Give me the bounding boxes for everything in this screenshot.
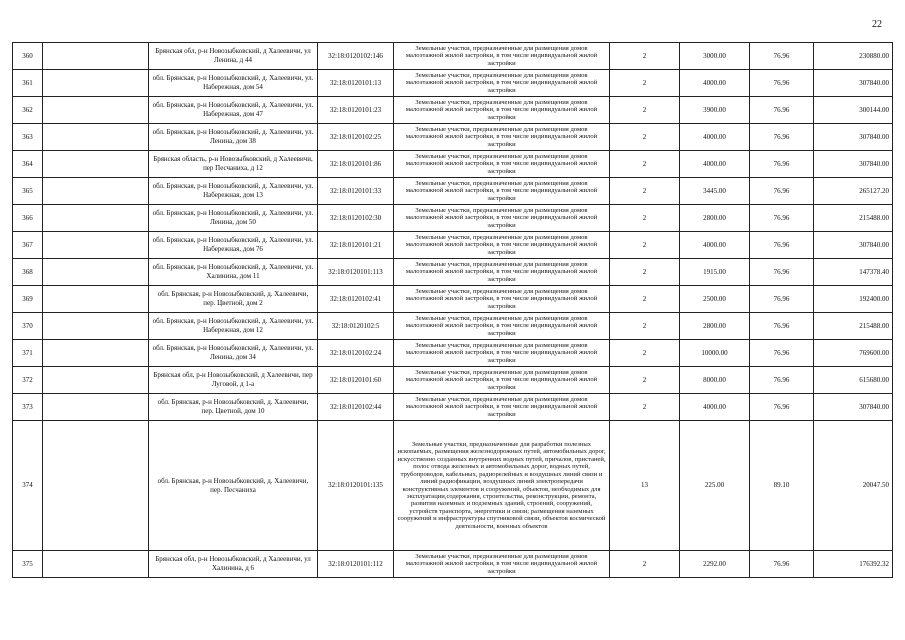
specific-value-cell: 76.96 bbox=[750, 367, 814, 394]
cadastral-value-cell: 769600.00 bbox=[814, 340, 893, 367]
area-cell: 4000.00 bbox=[680, 232, 750, 259]
land-use-cell: Земельные участки, предназначенные для размещения домов малоэтажной жилой застройки, в том числе индивидуальной жилой застройки bbox=[394, 259, 610, 286]
blank-cell bbox=[43, 286, 149, 313]
row-number-cell: 368 bbox=[13, 259, 43, 286]
land-use-cell: Земельные участки, предназначенные для разработки полезных ископаемых, размещения железнодорожных путей, автомобильных дорог, искусственно созданных внутренних водных путей, причалов, пристаней, полос отвода железных и автомобильных дорог, водных путей, трубопроводов, кабельных, радиорелейных и воздушных линий связи и линий радиофикации, воздушных линий электропередачи конструктивных элементов и сооружений, объектов, необходимых для эксплуатации,содержания, строительства, реконструкции, ремонта, развития наземных и подземных зданий, строений, сооружений, устройств транспорта, энергетики и связи; размещения наземных сооружений и инфраструктуры спутниковой связи, объектов космической деятельности, военных объектов bbox=[394, 421, 610, 551]
blank-cell bbox=[43, 43, 149, 70]
cadastral-number-cell: 32:18:0120102:5 bbox=[318, 313, 394, 340]
row-number-cell: 364 bbox=[13, 151, 43, 178]
table-body bbox=[13, 43, 893, 578]
address-cell: Брянская обл, р-н Новозыбковский, д Халеевичи, ул Халинина, д 6 bbox=[149, 551, 318, 578]
cadastral-value-cell: 307840.00 bbox=[814, 124, 893, 151]
cadastral-number-cell: 32:18:0120101:23 bbox=[318, 97, 394, 124]
blank-cell bbox=[43, 205, 149, 232]
table-row bbox=[13, 340, 893, 367]
blank-cell bbox=[43, 259, 149, 286]
category-code-cell: 2 bbox=[610, 394, 680, 421]
category-code-cell: 2 bbox=[610, 43, 680, 70]
land-use-cell: Земельные участки, предназначенные для размещения домов малоэтажной жилой застройки, в том числе индивидуальной жилой застройки bbox=[394, 367, 610, 394]
row-number-cell: 372 bbox=[13, 367, 43, 394]
specific-value-cell: 76.96 bbox=[750, 70, 814, 97]
blank-cell bbox=[43, 394, 149, 421]
category-code-cell: 2 bbox=[610, 97, 680, 124]
cadastral-value-table bbox=[12, 42, 893, 578]
specific-value-cell: 76.96 bbox=[750, 259, 814, 286]
cadastral-value-cell: 307840.00 bbox=[814, 70, 893, 97]
row-number-cell: 370 bbox=[13, 313, 43, 340]
table-row bbox=[13, 232, 893, 259]
specific-value-cell: 76.96 bbox=[750, 551, 814, 578]
specific-value-cell: 76.96 bbox=[750, 97, 814, 124]
land-use-cell: Земельные участки, предназначенные для размещения домов малоэтажной жилой застройки, в том числе индивидуальной жилой застройки bbox=[394, 232, 610, 259]
row-number-cell: 365 bbox=[13, 178, 43, 205]
specific-value-cell: 76.96 bbox=[750, 124, 814, 151]
cadastral-number-cell: 32:18:0120101:21 bbox=[318, 232, 394, 259]
row-number-cell: 363 bbox=[13, 124, 43, 151]
address-cell: обл. Брянская, р-н Новозыбковский, д. Халеевичи, пер. Цветной, дом 10 bbox=[149, 394, 318, 421]
blank-cell bbox=[43, 367, 149, 394]
row-number-cell: 362 bbox=[13, 97, 43, 124]
area-cell: 2800.00 bbox=[680, 313, 750, 340]
table-row bbox=[13, 70, 893, 97]
cadastral-number-cell: 32:18:0120102:146 bbox=[318, 43, 394, 70]
area-cell: 8000.00 bbox=[680, 367, 750, 394]
area-cell: 2800.00 bbox=[680, 205, 750, 232]
cadastral-number-cell: 32:18:0120101:113 bbox=[318, 259, 394, 286]
area-cell: 2292.00 bbox=[680, 551, 750, 578]
category-code-cell: 2 bbox=[610, 70, 680, 97]
address-cell: обл. Брянская, р-н Новозыбковский, д. Халеевичи, ул. Набережная, дом 12 bbox=[149, 313, 318, 340]
blank-cell bbox=[43, 421, 149, 551]
category-code-cell: 2 bbox=[610, 178, 680, 205]
category-code-cell: 2 bbox=[610, 340, 680, 367]
row-number-cell: 366 bbox=[13, 205, 43, 232]
land-use-cell: Земельные участки, предназначенные для размещения домов малоэтажной жилой застройки, в том числе индивидуальной жилой застройки bbox=[394, 178, 610, 205]
address-cell: обл. Брянская, р-н Новозыбковский, д. Халеевичи, пер. Цветной, дом 2 bbox=[149, 286, 318, 313]
area-cell: 4000.00 bbox=[680, 151, 750, 178]
cadastral-value-cell: 147378.40 bbox=[814, 259, 893, 286]
land-use-cell: Земельные участки, предназначенные для размещения домов малоэтажной жилой застройки, в том числе индивидуальной жилой застройки bbox=[394, 551, 610, 578]
table-row bbox=[13, 394, 893, 421]
area-cell: 10000.00 bbox=[680, 340, 750, 367]
address-cell: обл. Брянская, р-н Новозыбковский, д. Халеевичи, пер. Песчаниха bbox=[149, 421, 318, 551]
cadastral-value-cell: 192400.00 bbox=[814, 286, 893, 313]
address-cell: Брянская обл, р-н Новозыбковский, д Халеевичи, ул Ленина, д 44 bbox=[149, 43, 318, 70]
row-number-cell: 361 bbox=[13, 70, 43, 97]
land-use-cell: Земельные участки, предназначенные для размещения домов малоэтажной жилой застройки, в том числе индивидуальной жилой застройки bbox=[394, 394, 610, 421]
cadastral-number-cell: 32:18:0120102:41 bbox=[318, 286, 394, 313]
table-row bbox=[13, 97, 893, 124]
specific-value-cell: 76.96 bbox=[750, 43, 814, 70]
row-number-cell: 369 bbox=[13, 286, 43, 313]
table-row bbox=[13, 124, 893, 151]
row-number-cell: 360 bbox=[13, 43, 43, 70]
address-cell: обл. Брянская, р-н Новозыбковский, д. Халеевичи, ул. Набережная, дом 47 bbox=[149, 97, 318, 124]
row-number-cell: 373 bbox=[13, 394, 43, 421]
land-use-cell: Земельные участки, предназначенные для размещения домов малоэтажной жилой застройки, в том числе индивидуальной жилой застройки bbox=[394, 205, 610, 232]
address-cell: обл. Брянская, р-н Новозыбковский, д. Халеевичи, ул. Ленина, дом 34 bbox=[149, 340, 318, 367]
cadastral-number-cell: 32:18:0120101:112 bbox=[318, 551, 394, 578]
cadastral-value-cell: 230880.00 bbox=[814, 43, 893, 70]
cadastral-value-cell: 307840.00 bbox=[814, 151, 893, 178]
cadastral-value-cell: 265127.20 bbox=[814, 178, 893, 205]
table-row bbox=[13, 151, 893, 178]
category-code-cell: 2 bbox=[610, 367, 680, 394]
address-cell: обл. Брянская, р-н Новозыбковский, д. Халеевичи, ул. Набережная, дом 76 bbox=[149, 232, 318, 259]
cadastral-value-cell: 300144.00 bbox=[814, 97, 893, 124]
area-cell: 4000.00 bbox=[680, 70, 750, 97]
address-cell: обл. Брянская, р-н Новозыбковский, д. Халеевичи, ул. Ленина, дом 38 bbox=[149, 124, 318, 151]
address-cell: обл. Брянская, р-н Новозыбковский, д. Халеевичи, ул. Ленина, дом 50 bbox=[149, 205, 318, 232]
specific-value-cell: 76.96 bbox=[750, 340, 814, 367]
table-row bbox=[13, 259, 893, 286]
cadastral-number-cell: 32:18:0120101:33 bbox=[318, 178, 394, 205]
specific-value-cell: 76.96 bbox=[750, 313, 814, 340]
cadastral-number-cell: 32:18:0120102:25 bbox=[318, 124, 394, 151]
land-use-cell: Земельные участки, предназначенные для размещения домов малоэтажной жилой застройки, в том числе индивидуальной жилой застройки bbox=[394, 70, 610, 97]
cadastral-number-cell: 32:18:0120101:13 bbox=[318, 70, 394, 97]
address-cell: Брянская область, р-н Новозыбковский, д Халеевичи, пер Песчаниха, д 12 bbox=[149, 151, 318, 178]
blank-cell bbox=[43, 551, 149, 578]
specific-value-cell: 76.96 bbox=[750, 205, 814, 232]
cadastral-number-cell: 32:18:0120102:30 bbox=[318, 205, 394, 232]
cadastral-number-cell: 32:18:0120102:44 bbox=[318, 394, 394, 421]
category-code-cell: 13 bbox=[610, 421, 680, 551]
cadastral-value-cell: 215488.00 bbox=[814, 313, 893, 340]
address-cell: обл. Брянская, р-н Новозыбковский, д. Халеевичи, ул. Набережная, дом 13 bbox=[149, 178, 318, 205]
address-cell: обл. Брянская, р-н Новозыбковский, д. Халеевичи, ул. Халинина, дом 11 bbox=[149, 259, 318, 286]
table-row bbox=[13, 43, 893, 70]
category-code-cell: 2 bbox=[610, 232, 680, 259]
blank-cell bbox=[43, 151, 149, 178]
table-row bbox=[13, 286, 893, 313]
cadastral-number-cell: 32:18:0120101:60 bbox=[318, 367, 394, 394]
land-use-cell: Земельные участки, предназначенные для размещения домов малоэтажной жилой застройки, в том числе индивидуальной жилой застройки bbox=[394, 124, 610, 151]
specific-value-cell: 76.96 bbox=[750, 232, 814, 259]
table-row bbox=[13, 313, 893, 340]
land-use-cell: Земельные участки, предназначенные для размещения домов малоэтажной жилой застройки, в том числе индивидуальной жилой застройки bbox=[394, 313, 610, 340]
page-number: 22 bbox=[872, 19, 882, 30]
blank-cell bbox=[43, 97, 149, 124]
area-cell: 1915.00 bbox=[680, 259, 750, 286]
cadastral-value-cell: 615680.00 bbox=[814, 367, 893, 394]
area-cell: 2500.00 bbox=[680, 286, 750, 313]
table-row bbox=[13, 551, 893, 578]
row-number-cell: 374 bbox=[13, 421, 43, 551]
specific-value-cell: 89.10 bbox=[750, 421, 814, 551]
blank-cell bbox=[43, 178, 149, 205]
area-cell: 3445.00 bbox=[680, 178, 750, 205]
cadastral-value-cell: 307840.00 bbox=[814, 394, 893, 421]
cadastral-number-cell: 32:18:0120101:135 bbox=[318, 421, 394, 551]
table-row bbox=[13, 367, 893, 394]
land-use-cell: Земельные участки, предназначенные для размещения домов малоэтажной жилой застройки, в том числе индивидуальной жилой застройки bbox=[394, 43, 610, 70]
row-number-cell: 371 bbox=[13, 340, 43, 367]
table-row bbox=[13, 178, 893, 205]
area-cell: 4000.00 bbox=[680, 394, 750, 421]
blank-cell bbox=[43, 232, 149, 259]
cadastral-value-cell: 215488.00 bbox=[814, 205, 893, 232]
land-use-cell: Земельные участки, предназначенные для размещения домов малоэтажной жилой застройки, в том числе индивидуальной жилой застройки bbox=[394, 97, 610, 124]
category-code-cell: 2 bbox=[610, 124, 680, 151]
cadastral-number-cell: 32:18:0120102:24 bbox=[318, 340, 394, 367]
cadastral-number-cell: 32:18:0120101:86 bbox=[318, 151, 394, 178]
category-code-cell: 2 bbox=[610, 205, 680, 232]
category-code-cell: 2 bbox=[610, 313, 680, 340]
table-row bbox=[13, 421, 893, 551]
specific-value-cell: 76.96 bbox=[750, 286, 814, 313]
area-cell: 225.00 bbox=[680, 421, 750, 551]
row-number-cell: 367 bbox=[13, 232, 43, 259]
address-cell: Брянская обл, р-н Новозыбковский, д Халеевичи, пер Луговой, д 1-а bbox=[149, 367, 318, 394]
category-code-cell: 2 bbox=[610, 286, 680, 313]
blank-cell bbox=[43, 124, 149, 151]
category-code-cell: 2 bbox=[610, 259, 680, 286]
land-use-cell: Земельные участки, предназначенные для размещения домов малоэтажной жилой застройки, в том числе индивидуальной жилой застройки bbox=[394, 286, 610, 313]
category-code-cell: 2 bbox=[610, 551, 680, 578]
area-cell: 3900.00 bbox=[680, 97, 750, 124]
cadastral-value-cell: 176392.32 bbox=[814, 551, 893, 578]
blank-cell bbox=[43, 313, 149, 340]
address-cell: обл. Брянская, р-н Новозыбковский, д. Халеевичи, ул. Набережная, дом 54 bbox=[149, 70, 318, 97]
area-cell: 4000.00 bbox=[680, 124, 750, 151]
specific-value-cell: 76.96 bbox=[750, 178, 814, 205]
blank-cell bbox=[43, 70, 149, 97]
cadastral-value-cell: 307840.00 bbox=[814, 232, 893, 259]
category-code-cell: 2 bbox=[610, 151, 680, 178]
area-cell: 3000.00 bbox=[680, 43, 750, 70]
land-use-cell: Земельные участки, предназначенные для размещения домов малоэтажной жилой застройки, в том числе индивидуальной жилой застройки bbox=[394, 151, 610, 178]
cadastral-value-cell: 20047.50 bbox=[814, 421, 893, 551]
row-number-cell: 375 bbox=[13, 551, 43, 578]
blank-cell bbox=[43, 340, 149, 367]
specific-value-cell: 76.96 bbox=[750, 394, 814, 421]
specific-value-cell: 76.96 bbox=[750, 151, 814, 178]
land-use-cell: Земельные участки, предназначенные для размещения домов малоэтажной жилой застройки, в том числе индивидуальной жилой застройки bbox=[394, 340, 610, 367]
table-row bbox=[13, 205, 893, 232]
